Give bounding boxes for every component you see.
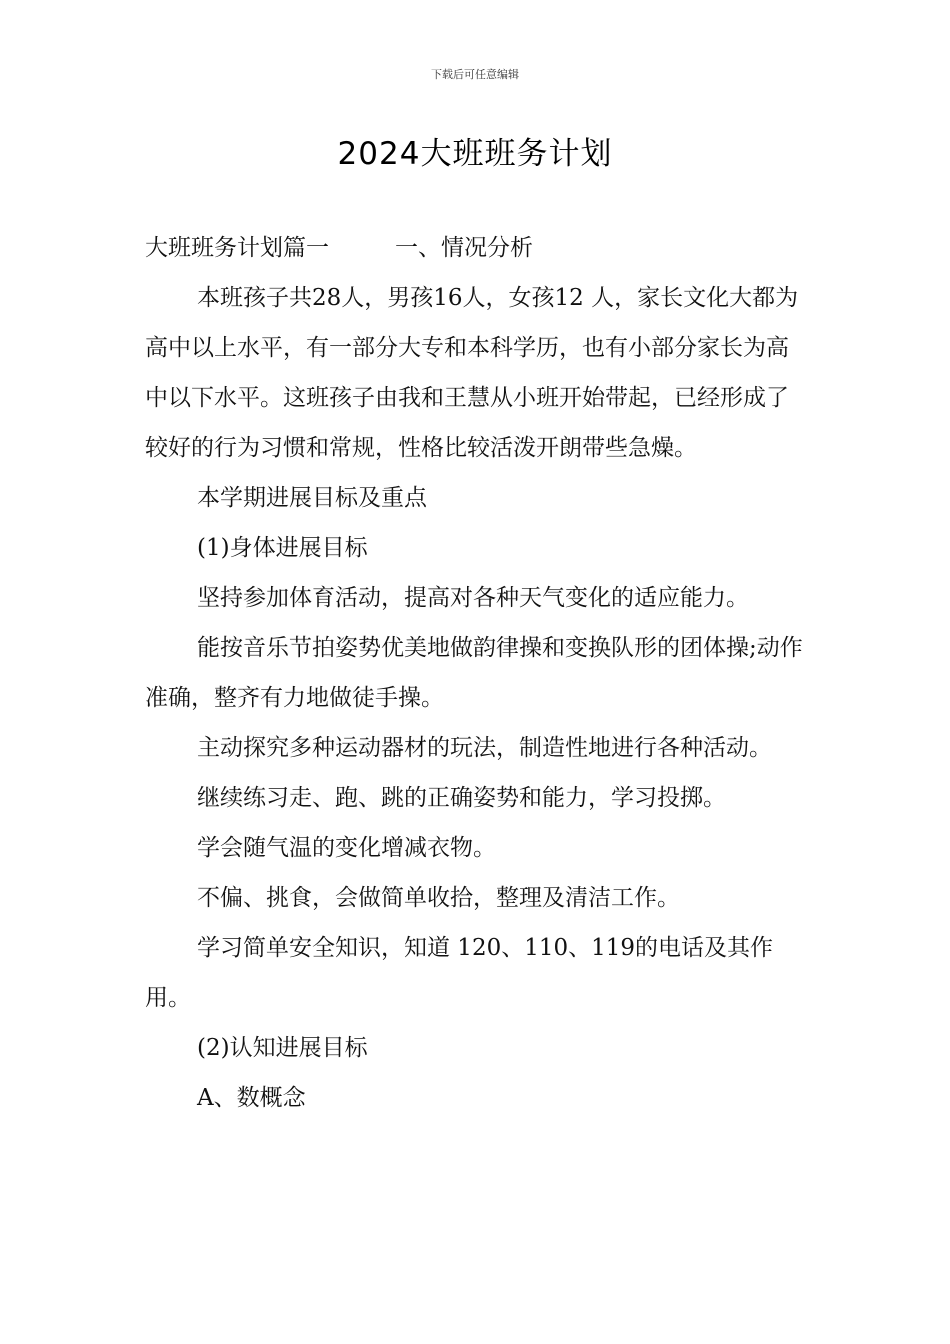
paragraph-physical-item-4: 继续练习走、跑、跳的正确姿势和能力，学习投掷。 (197, 785, 726, 811)
section-label: 大班班务计划篇一 (145, 235, 329, 261)
header-note: 下载后可任意编辑 (431, 68, 519, 81)
paragraph-cognitive-heading: (2)认知进展目标 (197, 1035, 368, 1061)
paragraph-physical-item-5: 学会随气温的变化增减衣物。 (197, 835, 496, 861)
paragraph-physical-item-3: 主动探究多种运动器材的玩法，制造性地进行各种活动。 (197, 735, 772, 761)
paragraph-number-concept: A、数概念 (197, 1085, 306, 1111)
document-body (145, 223, 810, 1123)
paragraph-physical-item-6: 不偏、挑食，会做简单收拾，整理及清洁工作。 (197, 885, 680, 911)
paragraph-physical-item-7: 学习简单安全知识，知道 120、110、119的电话及其作用。 (145, 935, 774, 1011)
paragraph-goals-heading: 本学期进展目标及重点 (197, 485, 427, 511)
paragraph-physical-item-2: 能按音乐节拍姿势优美地做韵律操和变换队形的团体操;动作准确，整齐有力地做徒手操。 (145, 635, 803, 711)
intro-line (145, 223, 810, 273)
paragraph-physical-item-1: 坚持参加体育活动，提高对各种天气变化的适应能力。 (197, 585, 749, 611)
paragraph-class-overview: 本班孩子共28人，男孩16人，女孩12 人，家长文化大都为高中以上水平，有一部分大专和本科学历，也有小部分家长为高中以下水平。这班孩子由我和王慧从小班开始带起，已经形成了较好的行为习惯和常规，性格比较活泼开朗带些急燥。 (145, 285, 799, 461)
section-heading: 一、情况分析 (395, 235, 533, 261)
document-title: 2024大班班务计划 (337, 136, 613, 172)
paragraph-physical-heading: (1)身体进展目标 (197, 535, 368, 561)
